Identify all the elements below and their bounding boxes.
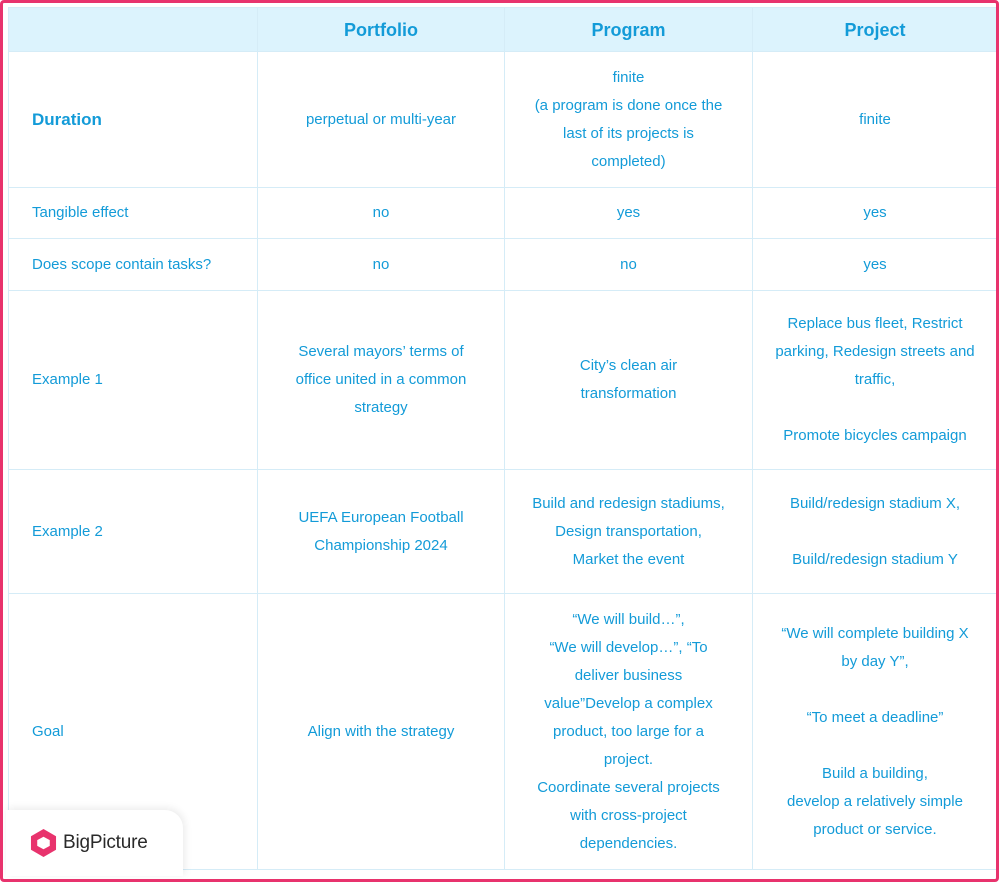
comparison-table <box>8 7 998 870</box>
row-label-example-1: Example 1 <box>9 291 258 470</box>
header-portfolio: Portfolio <box>258 8 505 52</box>
cell-portfolio: Align with the strategy <box>258 594 505 870</box>
header-cell-empty <box>9 8 258 52</box>
table-row <box>9 52 998 188</box>
cell-portfolio: Several mayors’ terms of office united in a common strategy <box>258 291 505 470</box>
row-label-tangible-effect: Tangible effect <box>9 188 258 239</box>
cell-program: “We will build…”, “We will develop…”, “To deliver business value”Develop a complex product, too large for a project. Coordinate several projects with cross-project dependencies. <box>505 594 753 870</box>
brand-logo <box>6 810 183 876</box>
table-row <box>9 291 998 470</box>
cell-portfolio: UEFA European Football Championship 2024 <box>258 470 505 594</box>
cell-project: “We will complete building X by day Y”, “To meet a deadline” Build a building, develop a relatively simple product or service. <box>753 594 998 870</box>
brand-name: BigPicture <box>63 832 148 853</box>
row-label-example-2: Example 2 <box>9 470 258 594</box>
cell-program: yes <box>505 188 753 239</box>
hexagon-logo-icon <box>30 828 57 858</box>
header-row <box>9 8 998 52</box>
cell-program: Build and redesign stadiums, Design transportation, Market the event <box>505 470 753 594</box>
cell-project: yes <box>753 188 998 239</box>
cell-project: Build/redesign stadium X, Build/redesign stadium Y <box>753 470 998 594</box>
row-label-scope-tasks: Does scope contain tasks? <box>9 239 258 291</box>
table-row <box>9 470 998 594</box>
header-project: Project <box>753 8 998 52</box>
cell-portfolio: perpetual or multi-year <box>258 52 505 188</box>
cell-program: City’s clean air transformation <box>505 291 753 470</box>
row-label-goal: Goal <box>9 594 258 870</box>
cell-project: Replace bus fleet, Restrict parking, Redesign streets and traffic, Promote bicycles campaign <box>753 291 998 470</box>
table-row <box>9 239 998 291</box>
cell-program: finite (a program is done once the last of its projects is completed) <box>505 52 753 188</box>
cell-portfolio: no <box>258 239 505 291</box>
cell-program: no <box>505 239 753 291</box>
header-program: Program <box>505 8 753 52</box>
cell-portfolio: no <box>258 188 505 239</box>
cell-project: yes <box>753 239 998 291</box>
table-row <box>9 188 998 239</box>
cell-project: finite <box>753 52 998 188</box>
row-label-duration: Duration <box>9 52 258 188</box>
